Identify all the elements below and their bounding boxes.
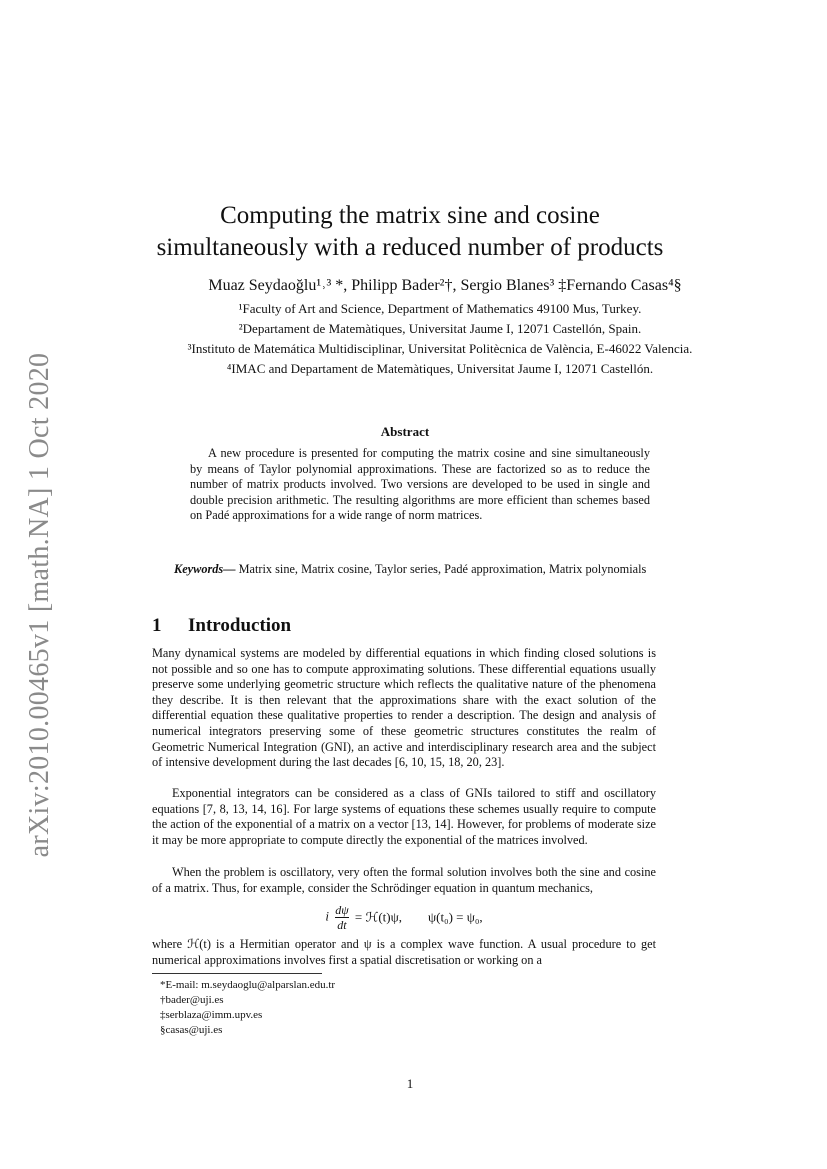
section-heading: [152, 615, 291, 637]
title-line-2: simultaneously with a reduced number of products: [156, 234, 664, 261]
keywords-block: [152, 562, 656, 578]
keywords-label: Keywords—: [174, 562, 236, 576]
equation-fraction: [335, 903, 348, 932]
page-number: 1: [406, 1076, 414, 1091]
paragraph-2: Exponential integrators can be considered as a class of GNIs tailored to stiff and oscillatory equations [7, 8, 13, 14, 16]. For large systems of equations these schemes usually require to compute the action of the exponential of a matrix on a vector [13, 14]. However, for problems of moderate size it may be more appropriate to compute directly the exponential of the matrices involved.: [152, 786, 656, 847]
fraction-numerator: dψ: [335, 903, 349, 917]
affiliation-4: ⁴IMAC and Departament de Matemàtiques, Universitat Jaume I, 12071 Castellón.: [226, 361, 654, 376]
abstract-heading: Abstract: [380, 424, 430, 439]
arxiv-side-stamp: [12, 350, 68, 860]
author-list: Muaz Seydaoğlu¹˒³ *, Philipp Bader²†, Sergio Blanes³ ‡Fernando Casas⁴§: [208, 277, 682, 294]
affiliation-2: ²Departament de Matemàtiques, Universitat Jaume I, 12071 Castellón, Spain.: [238, 321, 642, 336]
paragraph-1: Many dynamical systems are modeled by differential equations in which finding closed solutions is not possible and so one has to compute approximating solutions. These differential equations usually preserve some underlying geometric structure which reflects the qualitative nature of the phenomena they describe. It is then relevant that the approximations share with the exact solution of the differential equation these qualitative properties to render a description. The design and analysis of numerical integrators preserving some of these geometric structures constitutes the realm of Geometric Numerical Integration (GNI), an active and interdisciplinary research area and the subject of intensive development during the last decades [6, 10, 15, 18, 20, 23].: [152, 646, 656, 770]
section-number: 1: [152, 615, 162, 636]
arxiv-identifier: arXiv:2010.00465v1 [math.NA] 1 Oct 2020: [24, 352, 55, 858]
paragraph-3: When the problem is oscillatory, very often the formal solution involves both the sine and cosine of a matrix. Thus, for example, consider the Schrödinger equation in quantum mechanics,: [152, 865, 656, 895]
footnote-2: †bader@uji.es: [160, 994, 224, 1006]
footnote-1: *E-mail: m.seydaoglu@alparslan.edu.tr: [160, 979, 336, 991]
footnote-divider: [152, 973, 322, 974]
section-title: Introduction: [188, 615, 292, 636]
equation-i: i: [325, 908, 329, 924]
fraction-denominator: dt: [337, 918, 347, 932]
footnote-3: ‡serblaza@imm.upv.es: [160, 1009, 263, 1021]
affiliation-1: ¹Faculty of Art and Science, Department of Mathematics 49100 Mus, Turkey.: [238, 301, 642, 316]
title-line-1: Computing the matrix sine and cosine: [220, 202, 600, 229]
equation-rest: = ℋ(t)ψ, ψ(t₀) = ψ₀,: [354, 909, 483, 925]
footnote-4: §casas@uji.es: [160, 1024, 223, 1036]
affiliation-3: ³Instituto de Matemática Multidisciplinar, Universitat Politècnica de València, E-46022 Valencia.: [187, 341, 693, 356]
paper-title: [100, 200, 720, 264]
abstract-text: A new procedure is presented for computing the matrix cosine and sine simultaneously by means of Taylor polynomial approximations. These are factorized so as to reduce the number of matrix products involved. Two versions are developed to be used in single and double precision arithmetic. The resulting algorithms are more efficient than schemes based on Padé approximations for a wide range of norm matrices.: [190, 446, 650, 523]
keywords-text: Matrix sine, Matrix cosine, Taylor series, Padé approximation, Matrix polynomials: [235, 562, 647, 576]
schrodinger-equation: [152, 903, 656, 932]
paragraph-4: where ℋ(t) is a Hermitian operator and ψ is a complex wave function. A usual procedure to get numerical approximations involves first a spatial discretisation or working on a: [152, 937, 656, 967]
